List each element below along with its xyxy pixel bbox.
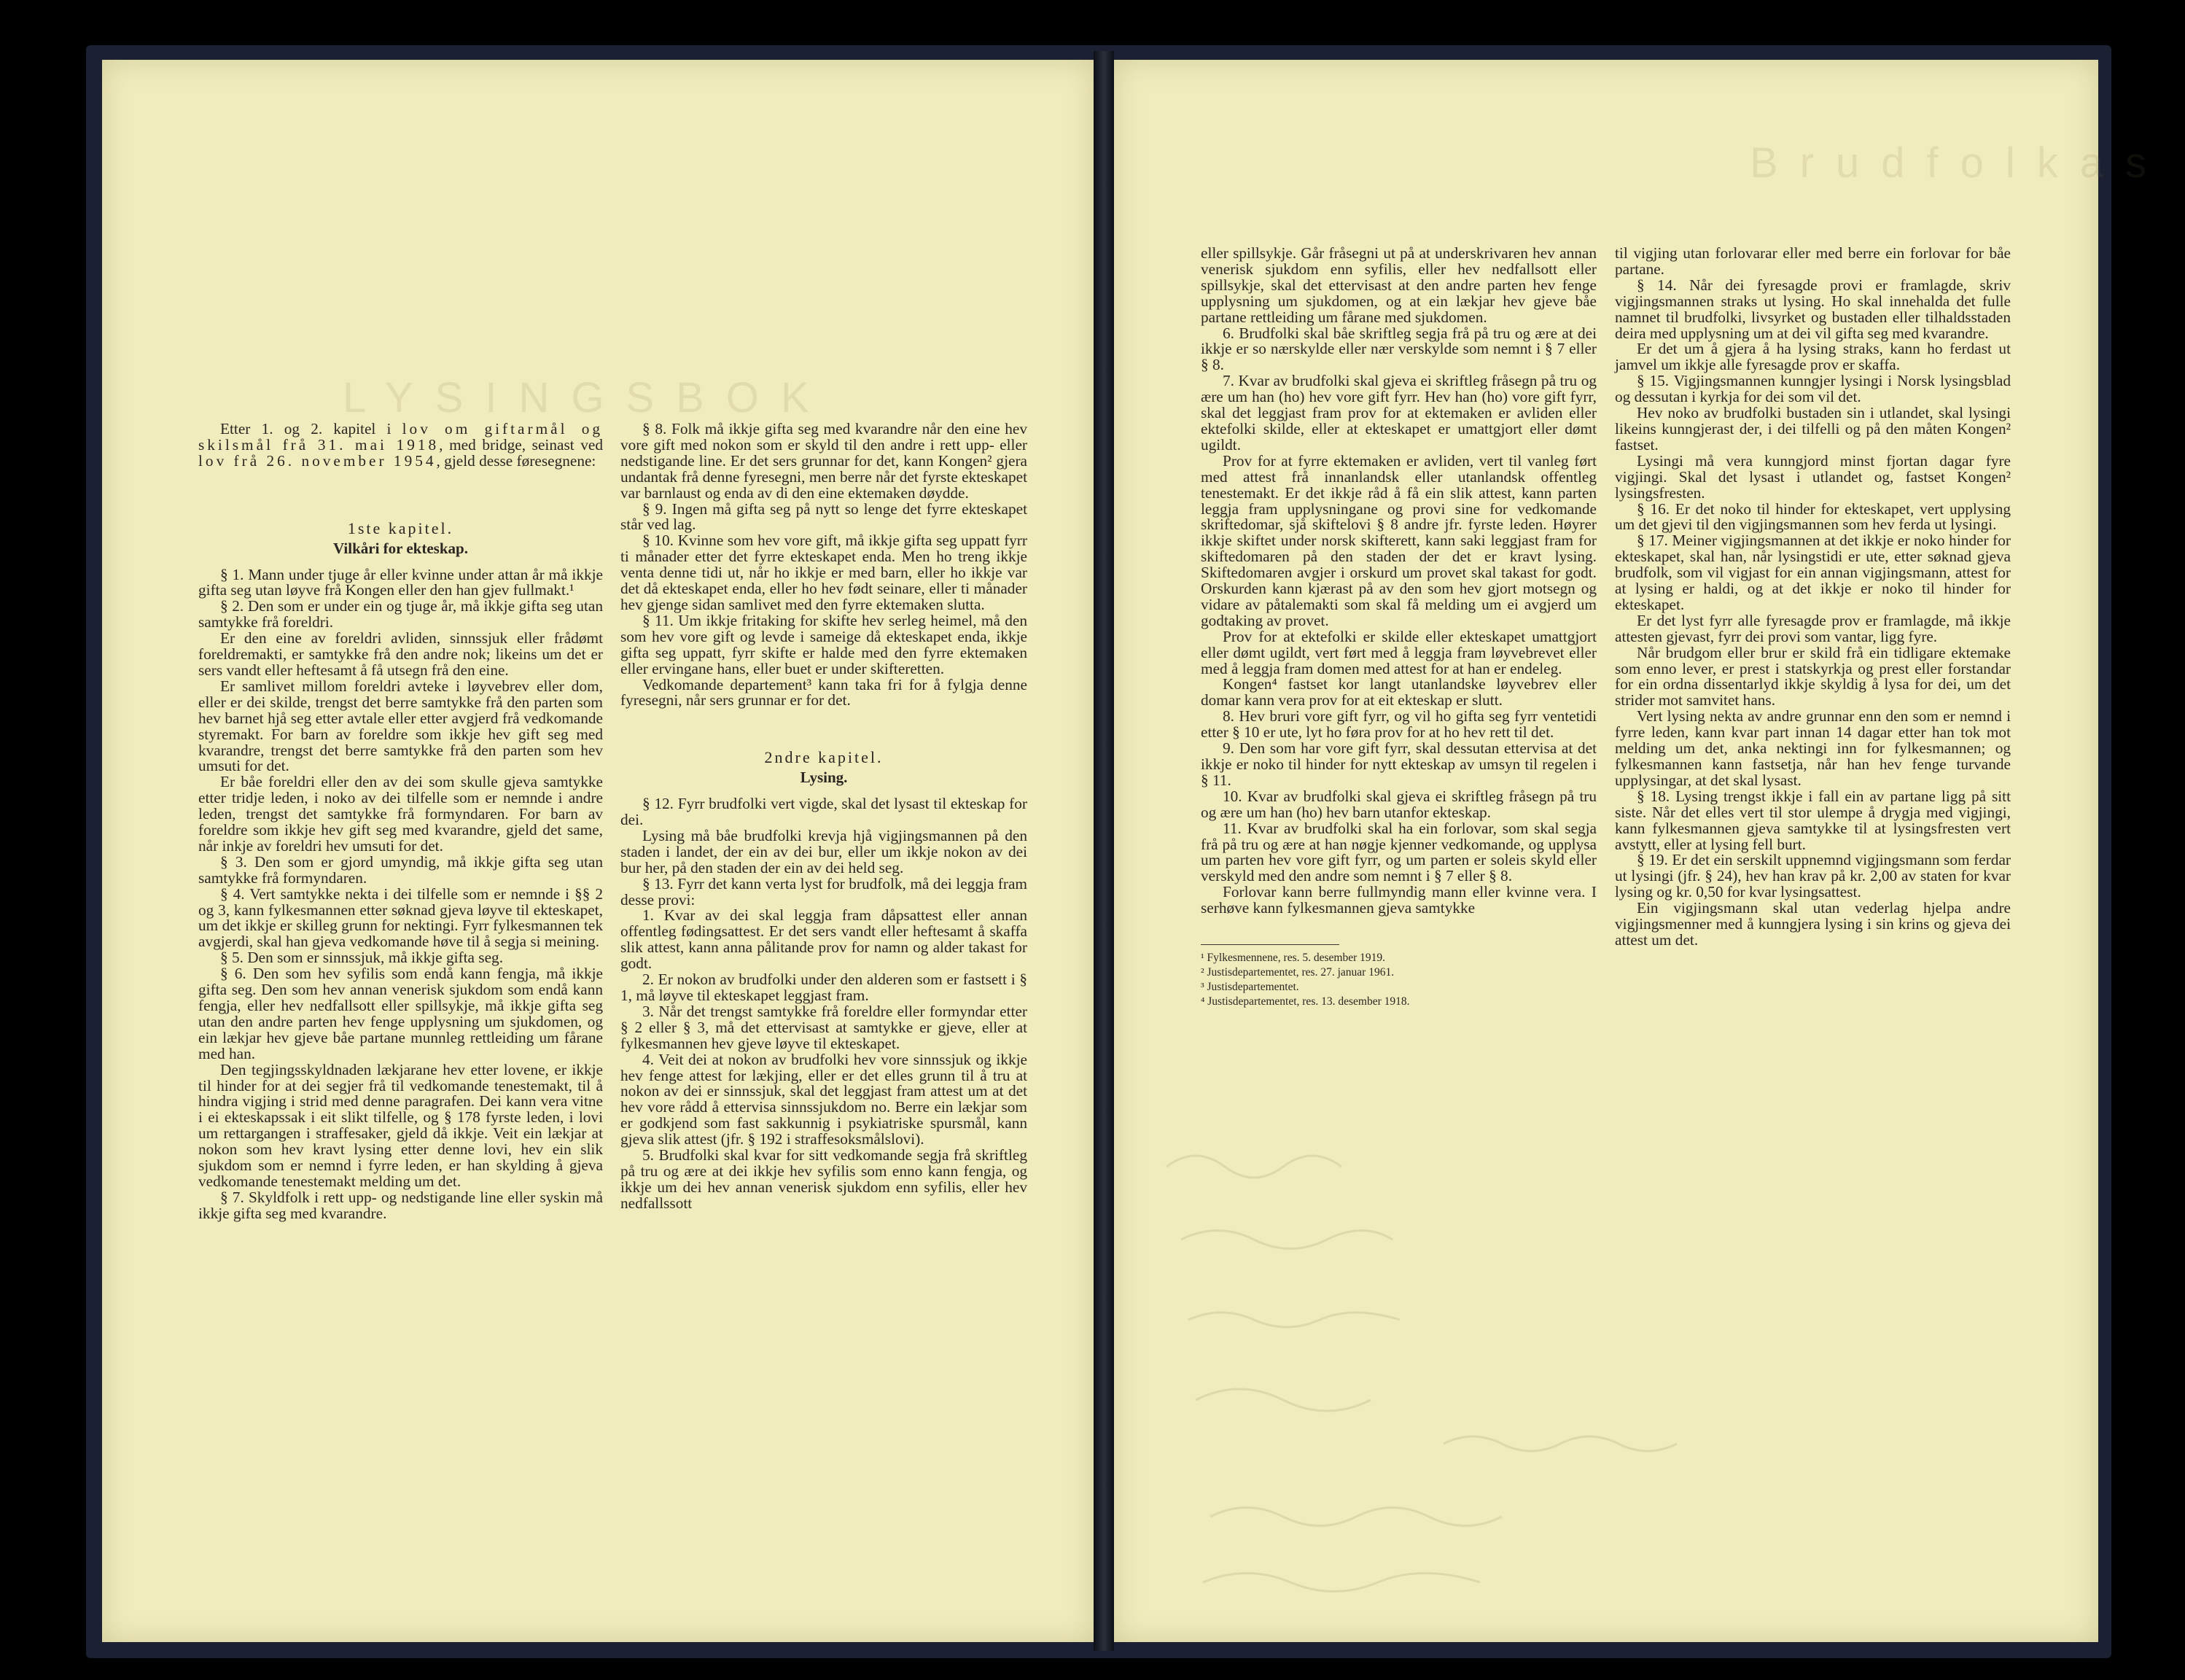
chapter-1-subtitle: Vilkåri for ekteskap. [333, 539, 468, 557]
paragraph: Den tegjingsskyldnaden lækjarane hev etter lovene, er ikkje til hinder for at dei segjer frå til vedkomande tenestemakt, til å hindra vigjing i strid med denne paragrafen. Dei kann vera vitne i ei ekteskapssak i eit slikt tilfelle, og § 178 fyrste leden, i lovi um rettargangen i straffesaker, gjeld då ikkje. Veit ein lækjar at nokon som hev kravt lysing etter denne lovi, hev ein slik sjukdom som er nemnd i fyrre leden, er han skylding å gjeva vedkomande tenestemakt melding um det. [198, 1060, 603, 1190]
paragraph: § 3. Den som er gjord umyndig, må ikkje gifta seg utan samtykke frå formyndaren. [198, 852, 603, 887]
book-spine [1094, 51, 1114, 1651]
paragraph: § 16. Er det noko til hinder for ekteskapet, vert upplysing um det gjevi til den vigjingsmannen som hev ferda ut lysingi. [1615, 499, 2011, 534]
paragraph: Er båe foreldri eller den av dei som skulle gjeva samtykke etter tridje leden, i noko av dei tilfelle som er nemnde i andre leden, trengst det samtykke frå formyndaren. For barn av foreldre som ikkje hev gift seg med kvarandre, gjeld det same, når inkje av foreldri hev umsuti for det. [198, 773, 603, 855]
paragraph: § 19. Er det ein serskilt uppnemnd vigjingsmann som ferdar ut lysingi (jfr. § 24), hev han krav på kr. 2,00 av staten for kvar lysing og kr. 0,50 for kvar lysingsattest. [1615, 851, 2011, 901]
paragraph: Hev noko av brudfolki bustaden sin i utlandet, skal lysingi likeins kunngjerast der, i dei tilfelli og på den måten Kongen² fastset. [1615, 404, 2011, 454]
chapter-2-subtitle: Lysing. [800, 769, 848, 787]
paragraph: § 11. Um ikkje fritaking for skifte hev serleg heimel, må den som hev vore gift og levde i sameige då ekteskapet enda, ikkje gifta seg uppatt, fyrr skifte er halde med den fyrre ektemaken eller ervingane hans, eller buet er under skifteretten. [620, 611, 1027, 677]
paragraph: Er det um å gjera å ha lysing straks, kann ho ferdast ut jamvel um ikkje alle fyresagde prov er skaffa. [1615, 340, 2011, 374]
paragraph: § 15. Vigjingsmannen kunngjer lysingi i Norsk lysingsblad og dessutan i kyrkja for dei som vil det. [1615, 372, 2011, 406]
paragraph: Forlovar kann berre fullmyndig mann eller kvinne vera. I serhøve kann fylkesmannen gjeva samtykke [1201, 883, 1597, 917]
paragraph: § 8. Folk må ikkje gifta seg med kvarandre når den eine hev vore gift med nokon som er skyld til den andre i rett upp- eller nedstigande line. Er det sers grunnar for det, kann Kongen² gjera undantak frå denne fyresegni, men berre når det fyrste ekteskapet var barnlaust og enda av di den eine ektemaken døydde. [620, 420, 1027, 502]
paragraph: Er samlivet millom foreldri avteke i løyvebrev eller dom, eller er dei skilde, trengst det berre samtykke frå den parten som hev barnet hjå seg etter avtale eller etter avgjerd frå vedkomande styremakt. For barn av foreldre som ikkje hev gift seg med kvarandre, trengst det berre samtykke frå den parten som hev umsuti for det. [198, 677, 603, 775]
paragraph: § 4. Vert samtykke nekta i dei tilfelle som er nemnde i §§ 2 og 3, kann fylkesmannen etter søknad gjeva løyve til ekteskapet, um det ikkje er skilleg grunn for nektingi. Fyrr fylkesmannen tek avgjerdi, skal han gjeva vedkomande høve til å segja si meining. [198, 884, 603, 951]
paragraph: 8. Hev bruri vore gift fyrr, og vil ho gifta seg fyrr ventetidi etter § 10 er ute, lyt ho føra prov for at ho hev rett til det. [1201, 707, 1597, 742]
paragraph: § 9. Ingen må gifta seg på nytt so lenge det fyrre ekteskapet står ved lag. [620, 499, 1027, 534]
paragraph: § 1. Mann under tjuge år eller kvinne under attan år må ikkje gifta seg utan løyve frå Kongen eller den han gjev fullmakt.¹ [198, 565, 603, 599]
paragraph: til vigjing utan forlovarar eller med berre ein forlovar for båe partane. [1615, 244, 2011, 278]
paragraph: 5. Brudfolki skal kvar for sitt vedkomande segja frå skriftleg på tru og ære at dei ikkje hev syfilis som enno kann fengja, og ikkje um dei hev annan venerisk sjukdom enn syfilis, eller hev nedfallssott [620, 1146, 1027, 1212]
paragraph: Prov for at ektefolki er skilde eller ekteskapet umattgjort eller dømt ugildt, vert ført med å leggja fram løyvebrevet eller med å leggja fram domen med attest for at han er endeleg. [1201, 627, 1597, 677]
paragraph: § 17. Meiner vigjingsmannen at det ikkje er noko hinder for ekteskapet, skal han, når lysingstidi er ute, etter søknad gjeva brudfolk, som vil vigjast for ein annan vigjingsmann, attest for at lysing er haldi, og at det ikkje er noko til hinder for ekteskapet. [1615, 532, 2011, 613]
paragraph: 3. Når det trengst samtykke frå foreldre eller formyndar etter § 2 eller § 3, må det ettervisast at samtykke er gjeve, eller at fylkesmannen hev gjeve løyve til ekteskapet. [620, 1002, 1027, 1052]
paragraph: Er det lyst fyrr alle fyresagde prov er framlagde, må ikkje attesten gjevast, fyrr dei provi som vantar, ligg fyre. [1615, 611, 2011, 645]
footnote-divider [1201, 944, 1339, 945]
paragraph: Vedkomande departement³ kann taka fri for å fylgja denne fyresegni, når sers grunnar er for det. [620, 675, 1027, 709]
paragraph: § 7. Skyldfolk i rett upp- og nedstigande line eller syskin må ikkje gifta seg med kvarandre. [198, 1188, 603, 1222]
paragraph: 6. Brudfolki skal båe skriftleg segja frå på tru og ære at dei ikkje er so nærskylde eller nær verskylde som nemnt i § 7 eller § 8. [1201, 324, 1597, 374]
paragraph: 11. Kvar av brudfolki skal ha ein forlovar, som skal segja frå på tru og ære at han nøgje kjenner vedkomande, og upplysa um parten hev vore gift fyrr, og um parten er soleis skyld eller verskyld med den andre som nemnt i § 7 eller § 8. [1201, 819, 1597, 885]
paragraph: Lysing må båe brudfolki krevja hjå vigjingsmannen på den staden i landet, der ein av dei bur, eller um ikkje nokon av dei bur her, på den staden der ein av dei held seg. [620, 826, 1027, 876]
paragraph: Prov for at fyrre ektemaken er avliden, vert til vanleg ført med attest frå innanlandsk eller utanlandsk offentleg tenestemakt. Er det ikkje råd å få ein slik attest, kann parten leggja fram upplysningane og provi sine for vedkomande skriftedomar, sjå skiftelovi § 8 andre jfr. fyrste leden. Høyrer ikkje skiftet under norsk skifterett, kann saki leggjast fram for skiftedomaren på den staden der det er kravt lysing. Skiftedomaren avgjer i orskurd um provet skal takast for godt. Orskurden kann kjærast på av den som hev gjort motsegn og vidare av påtalemakti som skal få melding um ei avgjerd um godtaking av provet. [1201, 451, 1597, 629]
left-column-1 [198, 421, 603, 1222]
intro-paragraph: Etter 1. og 2. kapitel i lov om giftarmål og skilsmål frå 31. mai 1918, med bridge, seinast ved lov frå 26. november 1954, gjeld desse føresegnene: [198, 420, 603, 470]
paragraph: Ein vigjingsmann skal utan vederlag hjelpa andre vigjingsmenner med å kunngjera lysing i sin krins og gjeva dei attest um det. [1615, 899, 2011, 949]
footnote: ⁴ Justisdepartementet, res. 13. desember 1918. [1201, 995, 1410, 1008]
right-column-2 [1615, 246, 2011, 949]
paragraph: § 13. Fyrr det kann verta lyst for brudfolk, må dei leggja fram desse provi: [620, 874, 1027, 909]
handwriting-bleed-through [1137, 1138, 2071, 1633]
chapter-2-title: 2ndre kapitel. [764, 748, 884, 767]
paragraph: § 5. Den som er sinnssjuk, må ikkje gifta seg. [220, 949, 504, 967]
paragraph: § 12. Fyrr brudfolki vert vigde, skal det lysast til ekteskap for dei. [620, 795, 1027, 829]
bleed-through-heading: Brudfolkas [1750, 139, 2169, 187]
paragraph: 7. Kvar av brudfolki skal gjeva ei skriftleg fråsegn på tru og ære um han (ho) hev vore gift fyrr. Hev han (ho) vore gift fyrr, skal det leggjast fram prov for at ektemaken er avliden eller ektefolki skilde, eller at ekteskapet er umattgjort eller dømt ugildt. [1201, 372, 1597, 454]
paragraph: eller spillsykje. Går fråsegni ut på at underskrivaren hev annan venerisk sjukdom enn syfilis, eller hev nedfallsott eller spillsykje, skal det ettervisast at den andre parten hev fenge upplysning um sjukdomen, og at ein lækjar hev gjeve båe partane rettleiding um fårane med sjukdomen. [1201, 244, 1597, 326]
paragraph: § 14. Når dei fyresagde provi er framlagde, skriv vigjingsmannen straks ut lysing. Ho skal innehalda det fulle namnet til brudfolki, livsyrket og bustaden eller tilhaldsstaden deira med upplysning um at dei vil gifta seg med kvarandre. [1615, 276, 2011, 342]
paragraph: Lysingi må vera kunngjord minst fjortan dagar fyre vigjingi. Skal det lysast i utlandet og, fastset Kongen² lysingsfresten. [1615, 451, 2011, 502]
footnote: ³ Justisdepartementet. [1201, 981, 1299, 994]
paragraph: 4. Veit dei at nokon av brudfolki hev vore sinnssjuk og ikkje hev fenge attest for lækjing, eller er det elles grunn til å tru at nokon av dei er sinnssjuk, skal det leggjast fram attest um at det hev vore rådd å ettervisa sinnssjukdom no. Berre ein lækjar som er godkjend som fast sakkunnig i psykiatriske spursmål, kann gjeva slik attest (jfr. § 192 i straffesoksmålslovi). [620, 1050, 1027, 1148]
footnote: ² Justisdepartementet, res. 27. januar 1961. [1201, 966, 1395, 979]
paragraph: 1. Kvar av dei skal leggja fram dåpsattest eller annan offentleg fødingsattest. Er det sers vandt eller heftesamt å skaffa slik attest, kann anna pålitande prov for namn og alder takast for godt. [620, 906, 1027, 973]
footnote: ¹ Fylkesmennene, res. 5. desember 1919. [1201, 952, 1386, 965]
paragraph: Vert lysing nekta av andre grunnar enn den som er nemnd i fyrre leden, kann kvar part innan 14 dagar etter han tok mot melding um det, anka nektingi inn for fylkesmannen; og fylkesmannen kann fastsetja, når han hev fenge turvande upplysingar, at det skal lysast. [1615, 707, 2011, 789]
paragraph: § 10. Kvinne som hev vore gift, må ikkje gifta seg uppatt fyrr ti månader etter det fyrre ekteskapet enda. Men ho treng ikkje venta denne tidi ut, når ho ikkje er med barn, eller ho ikkje var det då ekteskapet enda, eller ho hev født seinare, eller ti månader hev gjenge sidan samlivet med den fyrre ektemaken slutta. [620, 532, 1027, 613]
left-column-2 [620, 421, 1027, 1212]
bleed-through-title: LYSINGSBOK [343, 374, 831, 421]
paragraph: Er den eine av foreldri avliden, sinnssjuk eller frådømt foreldremakti, er samtykke frå den andre nok; likeins um det er sers vandt eller heftesamt å få utsegn frå den eine. [198, 629, 603, 679]
chapter-1-title: 1ste kapitel. [347, 518, 454, 537]
paragraph: 2. Er nokon av brudfolki under den alderen som er fastsett i § 1, må løyve til ekteskapet leggjast fram. [620, 971, 1027, 1004]
paragraph: § 6. Den som hev syfilis som endå kann fengja, må ikkje gifta seg. Den som hev annan venerisk sjukdom som endå kann fengja, eller hev nedfallsott eller spillsykje, må ikkje gifta seg utan den andre parten hev fenge upplysning um sjukdomen, og ein lækjar hev gjeve båe partane munnleg rettleiding um fårane med han. [198, 965, 603, 1062]
right-column-1 [1201, 246, 1597, 1009]
paragraph: 10. Kvar av brudfolki skal gjeva ei skriftleg fråsegn på tru og ære um han (ho) hev barn utanfor ekteskap. [1201, 787, 1597, 821]
paragraph: Når brudgom eller brur er skild frå ein tidligare ektemake som enno lever, er prest i statskyrkja og prest eller forstandar for ein ordna dissentarlyd ikkje skyldig å lysa for dei, um det strider mot samvitet hans. [1615, 643, 2011, 709]
paragraph: Kongen⁴ fastset kor langt utanlandske løyvebrev eller domar kann vera prov for at eit ekteskap er slutt. [1201, 675, 1597, 709]
paragraph: § 2. Den som er under ein og tjuge år, må ikkje gifta seg utan samtykke frå foreldri. [198, 597, 603, 631]
paragraph: § 18. Lysing trengst ikkje i fall ein av partane ligg på sitt siste. Når det elles vert til stor ulempe å drygja med vigjingi, kann fylkesmannen gjeva samtykke til at lysingsfresten vert avstytt, eller at lysing fell burt. [1615, 787, 2011, 853]
paragraph: 9. Den som har vore gift fyrr, skal dessutan ettervisa at det ikkje er noko til hinder for nytt ekteskap av umsyn til regelen i § 11. [1201, 739, 1597, 789]
